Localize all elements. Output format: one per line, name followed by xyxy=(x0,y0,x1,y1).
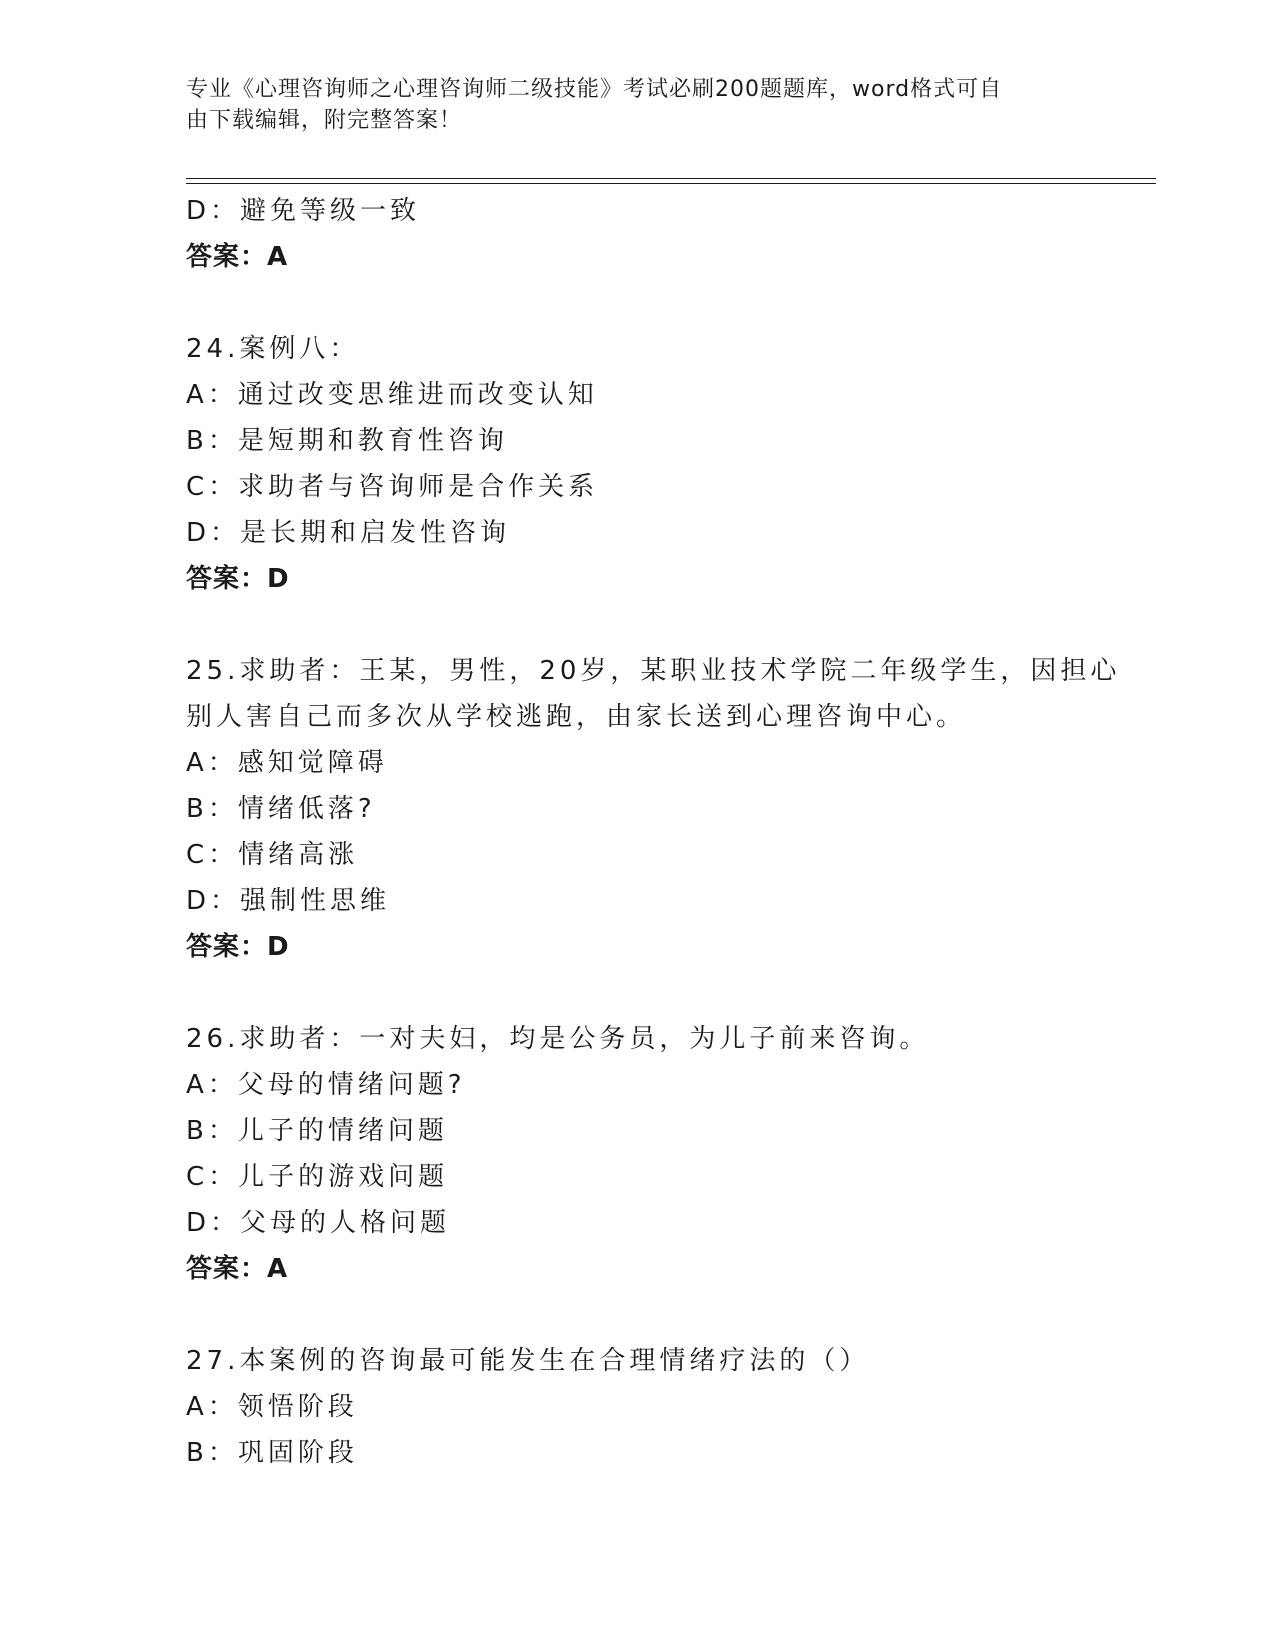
option-d: D：是长期和启发性咨询 xyxy=(186,518,511,548)
prev-option-d: D：避免等级一致 xyxy=(186,196,421,226)
question-27 xyxy=(186,1338,1086,1476)
document-header xyxy=(186,74,1076,136)
option-b: B：情绪低落? xyxy=(186,794,376,824)
prev-answer: 答案：A xyxy=(186,242,289,272)
question-24 xyxy=(186,326,1086,602)
header-rule-top xyxy=(186,178,1156,179)
spacer xyxy=(186,1292,1086,1338)
option-d: D：父母的人格问题 xyxy=(186,1208,451,1238)
question-26 xyxy=(186,1016,1086,1292)
question-25 xyxy=(186,648,1121,970)
option-b: B：是短期和教育性咨询 xyxy=(186,426,508,456)
question-list xyxy=(186,188,1121,1476)
option-b: B：巩固阶段 xyxy=(186,1438,358,1468)
spacer xyxy=(186,602,1086,648)
option-c: C：情绪高涨 xyxy=(186,840,359,870)
option-b: B：儿子的情绪问题 xyxy=(186,1116,448,1146)
option-c: C：求助者与咨询师是合作关系 xyxy=(186,472,599,502)
header-line-1: 专业《心理咨询师之心理咨询师二级技能》考试必刷200题题库，word格式可自 xyxy=(186,77,1003,102)
question-title-line-1: 25.求助者：王某，男性，20岁，某职业技术学院二年级学生，因担心 xyxy=(186,656,1121,686)
question-title: 26.求助者：一对夫妇，均是公务员，为儿子前来咨询。 xyxy=(186,1024,930,1054)
header-line-2: 由下载编辑，附完整答案！ xyxy=(186,108,463,133)
question-title-line-2: 别人害自己而多次从学校逃跑，由家长送到心理咨询中心。 xyxy=(186,702,967,732)
spacer xyxy=(186,970,1086,1016)
option-a: A：领悟阶段 xyxy=(186,1392,358,1422)
option-d: D：强制性思维 xyxy=(186,886,391,916)
option-a: A：通过改变思维进而改变认知 xyxy=(186,380,598,410)
answer: 答案：D xyxy=(186,564,290,594)
option-a: A：感知觉障碍 xyxy=(186,748,388,778)
header-rule-bottom xyxy=(186,183,1156,184)
question-title: 27.本案例的咨询最可能发生在合理情绪疗法的（） xyxy=(186,1346,870,1376)
option-a: A：父母的情绪问题? xyxy=(186,1070,466,1100)
answer: 答案：A xyxy=(186,1254,289,1284)
spacer xyxy=(186,280,1086,326)
answer: 答案：D xyxy=(186,932,290,962)
question-title: 24.案例八： xyxy=(186,334,360,364)
option-c: C：儿子的游戏问题 xyxy=(186,1162,449,1192)
